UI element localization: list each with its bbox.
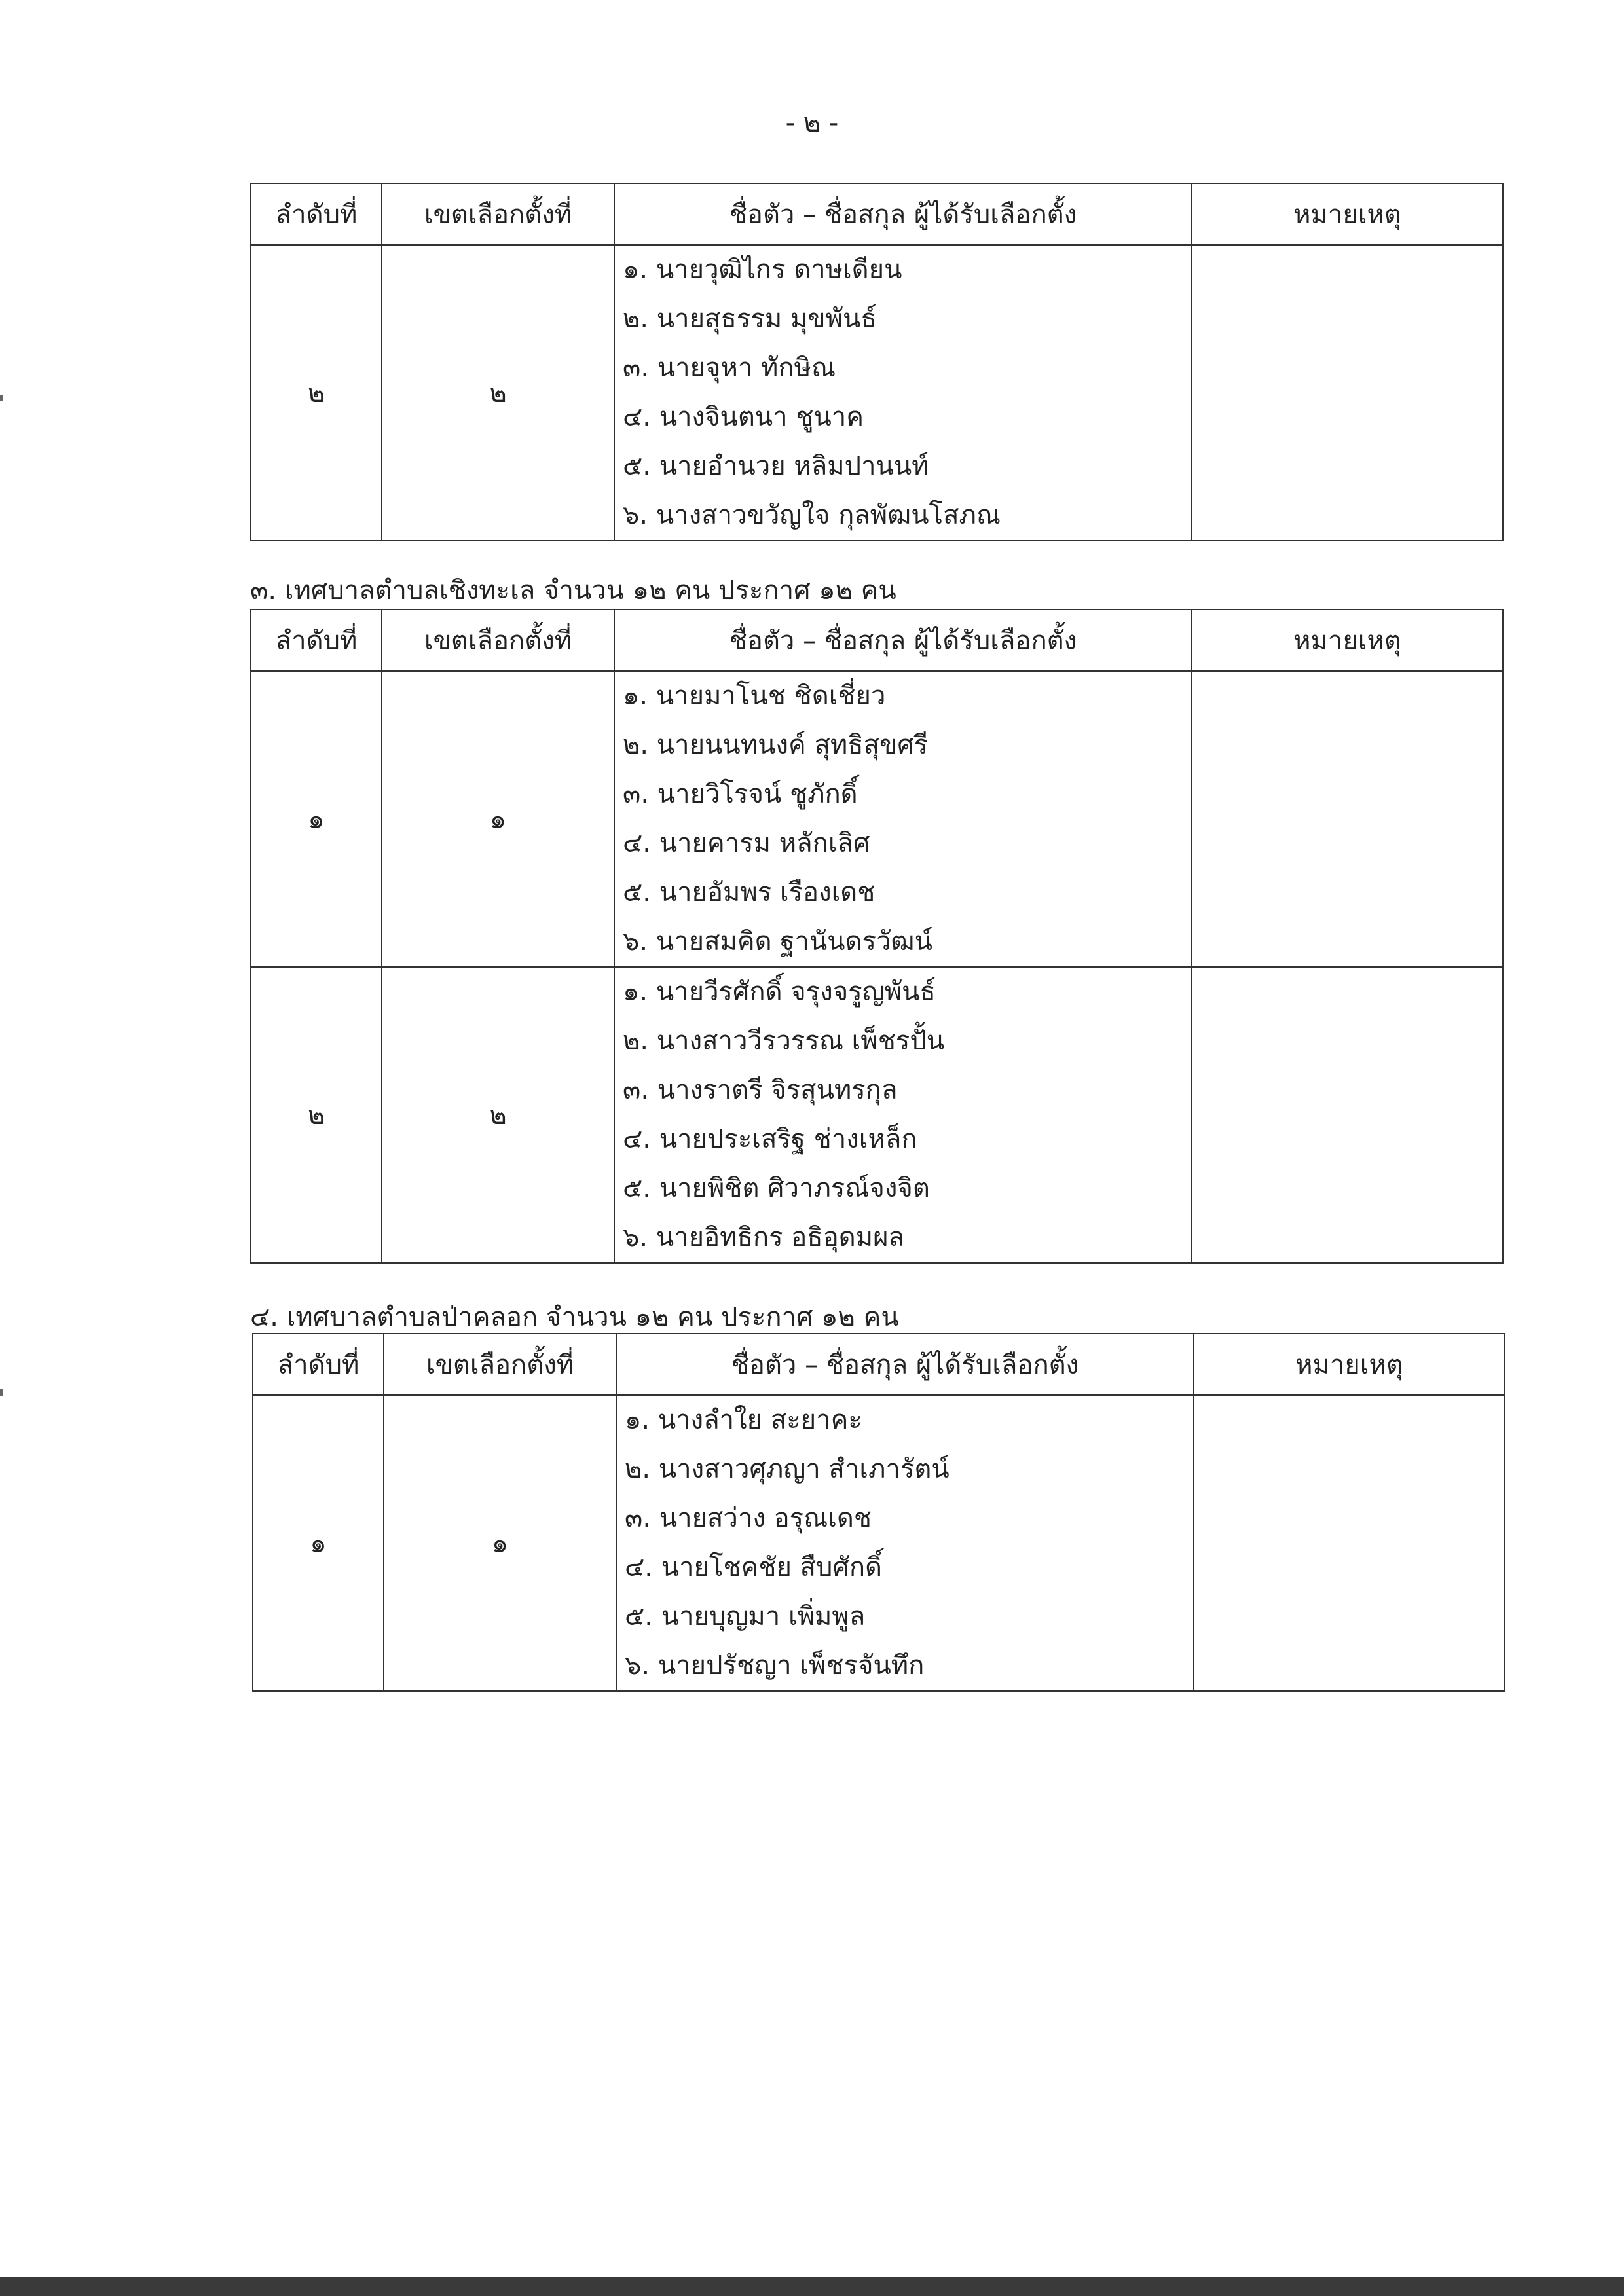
district-cell: ๒ [382,245,614,541]
table-header-row [251,183,1503,245]
table-row [251,245,1503,541]
table-row [251,671,1503,967]
header-district: เขตเลือกตั้งที่ [382,610,614,671]
elected-name: ๑. นายวุฒิไกร ดาษเดียน [623,255,902,285]
elected-name: ๔. นายคารม หลักเลิศ [623,828,870,858]
elected-name: ๒. นายสุธรรม มุขพันธ์ [623,304,877,334]
elected-name: ๕. นายบุญมา เพิ่มพูล [625,1601,866,1631]
elected-name: ๓. นางราตรี จิรสุนทรกุล [623,1075,898,1105]
elected-name: ๓. นายสว่าง อรุณเดช [625,1503,872,1533]
table-header-row [253,1334,1505,1395]
elected-name: ๕. นายอัมพร เรืองเดช [623,877,876,907]
remark-cell [1192,245,1503,541]
elected-name: ๑. นายวีรศักดิ์ จรุงจรูญพันธ์ [623,977,936,1007]
elected-name: ๔. นางจินตนา ชูนาค [623,402,864,432]
table-row [251,967,1503,1263]
header-order: ลำดับที่ [251,610,382,671]
remark-cell [1194,1395,1505,1691]
header-remark: หมายเหตุ [1192,183,1503,245]
elected-name: ๓. นายวิโรจน์ ชูภักดิ์ [623,779,858,809]
header-name: ชื่อตัว – ชื่อสกุล ผู้ได้รับเลือกตั้ง [614,183,1192,245]
district-cell: ๑ [382,671,614,967]
elected-name: ๖. นายสมคิด ฐานันดรวัฒน์ [623,926,932,957]
scan-mark [0,395,3,401]
section-heading: ๓. เทศบาลตำบลเชิงทะเล จำนวน ๑๒ คน ประกาศ ๑๒ คน [250,575,896,606]
section-heading: ๔. เทศบาลตำบลป่าคลอก จำนวน ๑๒ คน ประกาศ ๑๒ คน [250,1302,899,1332]
elected-name: ๖. นายปรัชญา เพ็ชรจันทึก [625,1650,925,1681]
header-order: ลำดับที่ [253,1334,384,1395]
page-number: - ๒ - [785,108,839,138]
elected-name: ๖. นายอิทธิกร อธิอุดมผล [623,1222,905,1252]
header-district: เขตเลือกตั้งที่ [384,1334,616,1395]
names-cell [614,245,1192,541]
header-order: ลำดับที่ [251,183,382,245]
elected-name: ๒. นางสาวศุภญา สำเภารัตน์ [625,1454,950,1484]
header-remark: หมายเหตุ [1192,610,1503,671]
elected-name: ๒. นายนนทนงค์ สุทธิสุขศรี [623,730,929,760]
elected-name: ๑. นางลำใย สะยาคะ [625,1405,862,1435]
table-header-row [251,610,1503,671]
results-table [252,1333,1505,1692]
remark-cell [1192,967,1503,1263]
remark-cell [1192,671,1503,967]
elected-name: ๒. นางสาววีรวรรณ เพ็ชรปั้น [623,1026,945,1056]
order-cell: ๑ [251,671,382,967]
order-cell: ๒ [251,967,382,1263]
elected-name: ๖. นางสาวขวัญใจ กุลพัฒนโสภณ [623,500,1001,530]
results-table [250,609,1504,1264]
scan-edge-strip [0,2277,1624,2296]
elected-name: ๔. นายประเสริฐ ช่างเหล็ก [623,1124,917,1154]
order-cell: ๒ [251,245,382,541]
results-table [250,183,1504,541]
names-cell [614,671,1192,967]
header-district: เขตเลือกตั้งที่ [382,183,614,245]
scan-mark [0,1389,3,1396]
order-cell: ๑ [253,1395,384,1691]
header-name: ชื่อตัว – ชื่อสกุล ผู้ได้รับเลือกตั้ง [614,610,1192,671]
elected-name: ๕. นายพิชิต ศิวาภรณ์จงจิต [623,1173,930,1203]
district-cell: ๒ [382,967,614,1263]
table-row [253,1395,1505,1691]
names-cell [614,967,1192,1263]
elected-name: ๕. นายอำนวย หลิมปานนท์ [623,451,929,481]
elected-name: ๑. นายมาโนช ชิดเชี่ยว [623,681,886,711]
elected-name: ๔. นายโชคชัย สืบศักดิ์ [625,1552,883,1582]
district-cell: ๑ [384,1395,616,1691]
header-name: ชื่อตัว – ชื่อสกุล ผู้ได้รับเลือกตั้ง [616,1334,1194,1395]
names-cell [616,1395,1194,1691]
header-remark: หมายเหตุ [1194,1334,1505,1395]
elected-name: ๓. นายจุหา ทักษิณ [623,353,836,383]
